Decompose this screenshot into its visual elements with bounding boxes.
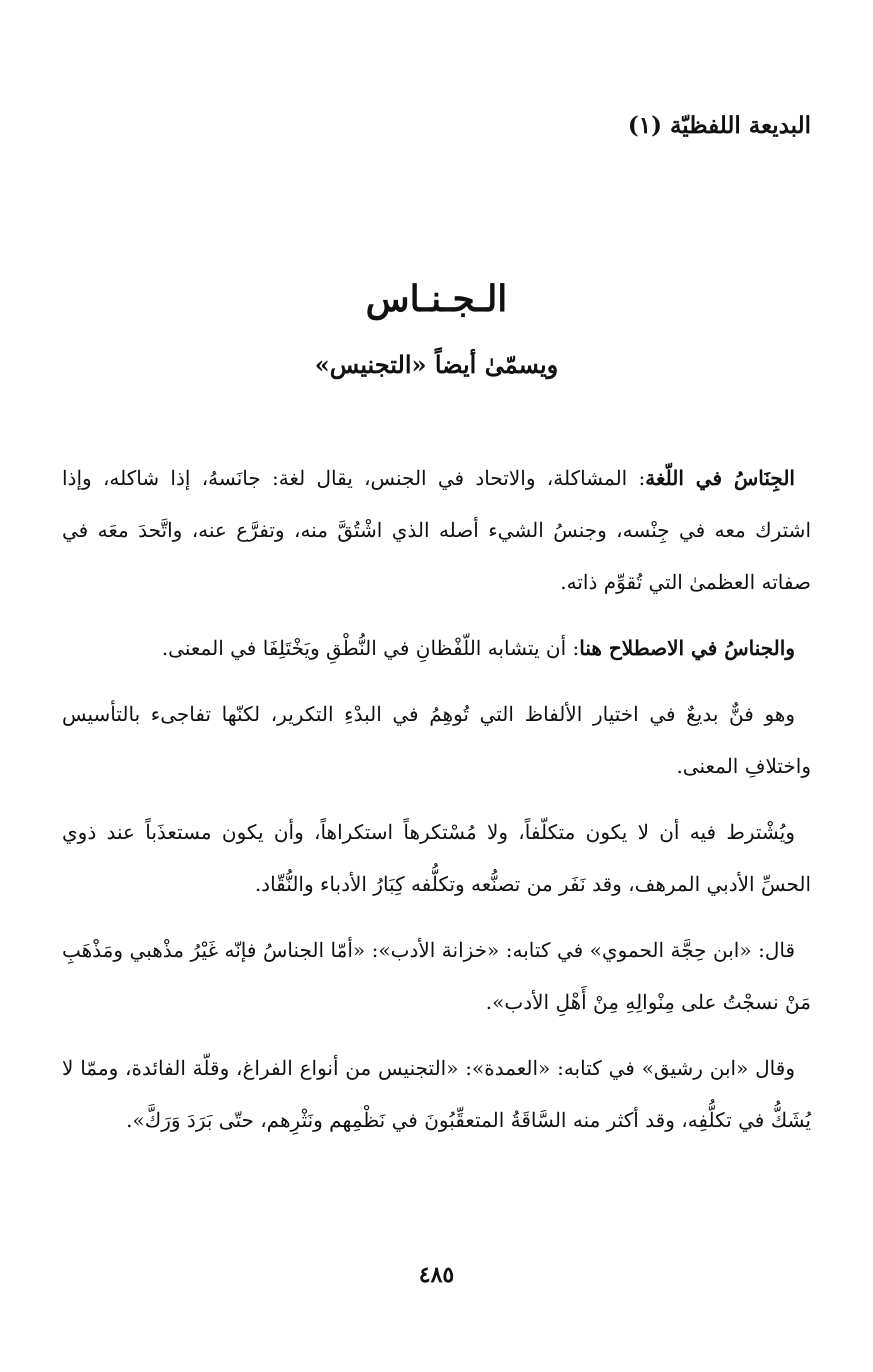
paragraph-text: وقال «ابن رشيق» في كتابه: «العمدة»: «التجنيس من أنواع الفراغ، وقلّة الفائدة، وممّا لا يُشَكُّ في تكلُّفِه، وقد أكثر منه السَّاقَةُ المتعقِّبُونَ في نَظْمِهم ونَثْرِهم، حتّى بَرَدَ وَرَكَّ». [62,1056,811,1132]
paragraph-lead: والجناسُ في الاصطلاح هنا [579,636,795,660]
body-text [62,452,811,1160]
paragraph-condition [62,806,811,910]
running-header: البديعة اللفظيّة (١) [627,112,811,139]
paragraph-lead: الجِنَاسُ في اللّغة [645,466,795,490]
chapter-title: الـجـنـاس [365,278,508,320]
paragraph-definition-language [62,452,811,608]
paragraph-quote-hamawi [62,924,811,1028]
paragraph-text: وهو فنٌّ بديعٌ في اختيار الألفاظ التي تُوهِمُ في البدْءِ التكرير، لكنّها تفاجىء بالتأسيس واختلافِ المعنى. [62,702,811,778]
paragraph-description [62,688,811,792]
paragraph-definition-term [62,622,811,674]
paragraph-text: : المشاكلة، والاتحاد في الجنس، يقال لغة: جانَسهُ، إذا شاكله، وإذا اشترك معه في جِنْسه، وجنسُ الشيء أصله الذي اشْتُقَّ منه، وتفرَّع عنه، واتَّحدَ معَه في صفاته العظمىٰ التي تُقوِّم ذاته. [62,466,811,594]
chapter-subtitle: ويسمّىٰ أيضاً «التجنيس» [314,350,559,379]
paragraph-text: ويُشْترط فيه أن لا يكون متكلّفاً، ولا مُسْتكرهاً استكراهاً، وأن يكون مستعذَباً عند ذوي الحسِّ الأدبي المرهف، وقد نَفَر من تصنُّعه وتكلُّفه كِبَارُ الأدباء والنُّقّاد. [62,820,811,896]
paragraph-quote-rashiq [62,1042,811,1146]
page-number: ٤٨٥ [418,1262,455,1288]
paragraph-text: : أن يتشابه اللّفْظانِ في النُّطْقِ ويَخْتَلِفَا في المعنى. [161,636,580,660]
paragraph-text: قال: «ابن حِجَّة الحموي» في كتابه: «خزانة الأدب»: «أمّا الجناسُ فإنّه غَيْرُ مذْهبي ومَذْهَبِ مَنْ نسجْتُ على مِنْوالِهِ مِنْ أَهْلِ الأدب». [62,938,811,1014]
